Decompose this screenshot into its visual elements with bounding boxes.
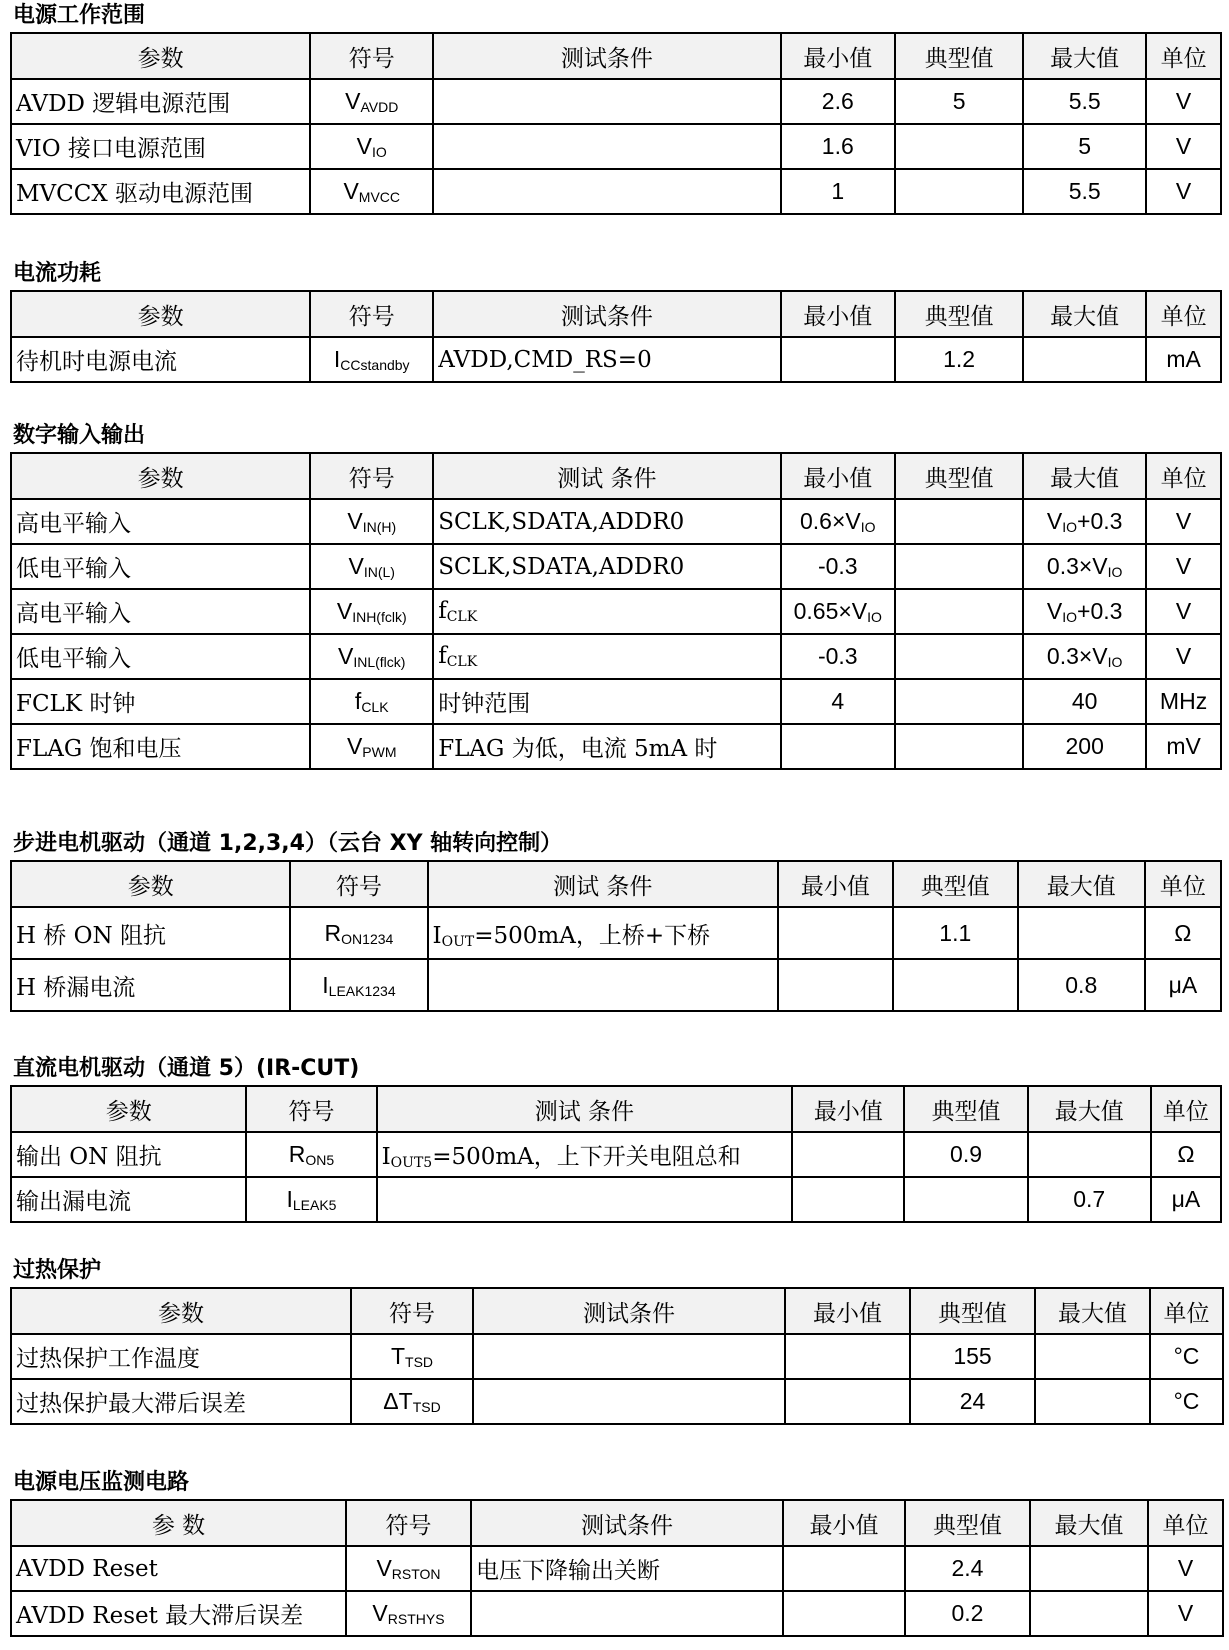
header-unit: 单位 [1146, 453, 1221, 499]
spec-table [10, 1499, 1224, 1637]
condition-cell: $f_{CLK}$ [433, 634, 780, 679]
min-cell [785, 1334, 910, 1379]
max-cell [1035, 1379, 1150, 1424]
section-title: 电源工作范围 [13, 3, 146, 28]
header-symbol: 符号 [351, 1288, 473, 1334]
typ-cell [895, 169, 1023, 214]
symbol-cell: $V_{RSTHYS}$ [346, 1591, 471, 1636]
header-unit: 单位 [1146, 291, 1221, 337]
max-cell: $0.3\times V_{IO}$ [1023, 544, 1146, 589]
section-digital-io [10, 420, 1222, 770]
condition-cell: AVDD,CMD_RS=0 [433, 337, 780, 382]
max-cell: 200 [1023, 724, 1146, 769]
header-typ: 典型值 [895, 291, 1023, 337]
condition-cell [433, 169, 780, 214]
param-cell: AVDD Reset [11, 1546, 346, 1591]
unit-cell: μA [1151, 1177, 1221, 1222]
typ-cell: 1.2 [895, 337, 1023, 382]
min-cell [781, 337, 895, 382]
max-cell: $V_{IO}+0.3$ [1023, 499, 1146, 544]
table-row [11, 337, 1221, 382]
unit-cell: mA [1146, 337, 1221, 382]
unit-cell: V [1146, 589, 1221, 634]
header-typ: 典型值 [895, 33, 1023, 79]
param-cell: 过热保护工作温度 [11, 1334, 351, 1379]
typ-cell [895, 544, 1023, 589]
condition-cell: 电压下降输出关断 [471, 1546, 783, 1591]
header-min: 最小值 [792, 1086, 904, 1132]
header-symbol: 符号 [310, 33, 433, 79]
unit-cell: V [1146, 79, 1221, 124]
section-current-consumption [10, 258, 1222, 383]
table-row [11, 79, 1221, 124]
header-min: 最小值 [783, 1500, 905, 1546]
header-condition: 测试条件 [471, 1500, 783, 1546]
section-stepper-driver [10, 828, 1222, 1012]
symbol-cell: $T_{TSD}$ [351, 1334, 473, 1379]
param-cell: FLAG 饱和电压 [11, 724, 310, 769]
typ-cell [895, 634, 1023, 679]
typ-cell: 1.1 [893, 907, 1018, 959]
section-title: 数字输入输出 [13, 423, 146, 448]
header-max: 最大值 [1023, 291, 1146, 337]
condition-cell: SCLK,SDATA,ADDR0 [433, 544, 780, 589]
spec-table [10, 1287, 1224, 1425]
symbol-cell: $V_{PWM}$ [310, 724, 433, 769]
table-row [11, 907, 1221, 959]
symbol-cell: $V_{INH(fclk)}$ [310, 589, 433, 634]
symbol-cell: $I_{CCstandby}$ [310, 337, 433, 382]
header-param: 参数 [11, 1086, 246, 1132]
table-row [11, 1546, 1223, 1591]
table-row [11, 1379, 1223, 1424]
table-row [11, 634, 1221, 679]
header-unit: 单位 [1145, 861, 1221, 907]
condition-cell [377, 1177, 793, 1222]
header-symbol: 符号 [290, 861, 427, 907]
min-cell [783, 1591, 905, 1636]
unit-cell: mV [1146, 724, 1221, 769]
section-voltage-monitor [10, 1467, 1222, 1637]
param-cell: 高电平输入 [11, 589, 310, 634]
max-cell [1018, 907, 1145, 959]
min-cell: 2.6 [781, 79, 895, 124]
unit-cell: V [1148, 1546, 1223, 1591]
typ-cell: 24 [910, 1379, 1035, 1424]
max-cell: 40 [1023, 679, 1146, 724]
table-row [11, 724, 1221, 769]
header-typ: 典型值 [893, 861, 1018, 907]
symbol-cell: $I_{LEAK5}$ [246, 1177, 376, 1222]
param-cell: AVDD Reset 最大滞后误差 [11, 1591, 346, 1636]
header-max: 最大值 [1023, 33, 1146, 79]
typ-cell [893, 959, 1018, 1011]
header-typ: 典型值 [910, 1288, 1035, 1334]
param-cell: FCLK 时钟 [11, 679, 310, 724]
unit-cell: V [1148, 1591, 1223, 1636]
condition-cell: FLAG 为低，电流 5mA 时 [433, 724, 780, 769]
header-max: 最大值 [1030, 1500, 1148, 1546]
unit-cell: °C [1150, 1334, 1223, 1379]
unit-cell: V [1146, 499, 1221, 544]
max-cell [1028, 1132, 1151, 1177]
condition-cell [473, 1334, 785, 1379]
header-min: 最小值 [785, 1288, 910, 1334]
typ-cell: 155 [910, 1334, 1035, 1379]
max-cell: $V_{IO}+0.3$ [1023, 589, 1146, 634]
symbol-cell: $V_{AVDD}$ [310, 79, 433, 124]
table-row [11, 169, 1221, 214]
spec-table [10, 1085, 1222, 1223]
table-row [11, 1334, 1223, 1379]
spec-table [10, 860, 1222, 1012]
header-max: 最大值 [1023, 453, 1146, 499]
header-param: 参数 [11, 861, 290, 907]
table-header-row [11, 453, 1221, 499]
param-cell: AVDD 逻辑电源范围 [11, 79, 310, 124]
section-title: 电流功耗 [13, 261, 102, 286]
symbol-cell: $V_{MVCC}$ [310, 169, 433, 214]
typ-cell [895, 679, 1023, 724]
max-cell: $0.3\times V_{IO}$ [1023, 634, 1146, 679]
header-symbol: 符号 [346, 1500, 471, 1546]
condition-cell: 时钟范围 [433, 679, 780, 724]
header-min: 最小值 [781, 453, 895, 499]
header-param: 参数 [11, 33, 310, 79]
min-cell: 1.6 [781, 124, 895, 169]
table-row [11, 589, 1221, 634]
table-header-row [11, 1500, 1223, 1546]
typ-cell: 0.2 [905, 1591, 1030, 1636]
condition-cell: $I_{OUT5}=500mA$，上下开关电阻总和 [377, 1132, 793, 1177]
param-cell: VIO 接口电源范围 [11, 124, 310, 169]
section-title: 步进电机驱动（通道 1,2,3,4）（云台 XY 轴转向控制） [13, 831, 563, 856]
header-typ: 典型值 [904, 1086, 1027, 1132]
min-cell [792, 1132, 904, 1177]
symbol-cell: $V_{RSTON}$ [346, 1546, 471, 1591]
header-min: 最小值 [781, 33, 895, 79]
table-row [11, 544, 1221, 589]
header-condition: 测试条件 [433, 291, 780, 337]
header-max: 最大值 [1035, 1288, 1150, 1334]
param-cell: 高电平输入 [11, 499, 310, 544]
header-unit: 单位 [1146, 33, 1221, 79]
max-cell: 0.8 [1018, 959, 1145, 1011]
max-cell: 0.7 [1028, 1177, 1151, 1222]
section-thermal-protection [10, 1255, 1222, 1425]
unit-cell: V [1146, 544, 1221, 589]
table-header-row [11, 33, 1221, 79]
header-condition: 测试条件 [473, 1288, 785, 1334]
table-header-row [11, 861, 1221, 907]
condition-cell: $f_{CLK}$ [433, 589, 780, 634]
header-param: 参 数 [11, 1500, 346, 1546]
min-cell: $0.65\times V_{IO}$ [781, 589, 895, 634]
param-cell: 输出 ON 阻抗 [11, 1132, 246, 1177]
param-cell: 过热保护最大滞后误差 [11, 1379, 351, 1424]
min-cell: 1 [781, 169, 895, 214]
header-condition: 测试条件 [433, 33, 780, 79]
symbol-cell: $R_{ON1234}$ [290, 907, 427, 959]
condition-cell [471, 1591, 783, 1636]
header-param: 参数 [11, 291, 310, 337]
section-title: 过热保护 [13, 1258, 102, 1283]
condition-cell [433, 124, 780, 169]
table-header-row [11, 1288, 1223, 1334]
header-min: 最小值 [778, 861, 893, 907]
symbol-cell: $V_{IO}$ [310, 124, 433, 169]
typ-cell: 2.4 [905, 1546, 1030, 1591]
min-cell: -0.3 [781, 634, 895, 679]
unit-cell: Ω [1151, 1132, 1221, 1177]
spec-table [10, 32, 1222, 215]
header-condition: 测试 条件 [433, 453, 780, 499]
condition-cell: SCLK,SDATA,ADDR0 [433, 499, 780, 544]
min-cell [783, 1546, 905, 1591]
header-unit: 单位 [1148, 1500, 1223, 1546]
table-row [11, 679, 1221, 724]
symbol-cell: $V_{INL(flck)}$ [310, 634, 433, 679]
typ-cell: 5 [895, 79, 1023, 124]
table-header-row [11, 1086, 1221, 1132]
header-unit: 单位 [1151, 1086, 1221, 1132]
header-param: 参数 [11, 1288, 351, 1334]
symbol-cell: $\Delta T_{TSD}$ [351, 1379, 473, 1424]
typ-cell [904, 1177, 1027, 1222]
header-max: 最大值 [1028, 1086, 1151, 1132]
header-symbol: 符号 [310, 453, 433, 499]
symbol-cell: $V_{IN(L)}$ [310, 544, 433, 589]
param-cell: H 桥漏电流 [11, 959, 290, 1011]
min-cell: 4 [781, 679, 895, 724]
param-cell: H 桥 ON 阻抗 [11, 907, 290, 959]
min-cell [778, 907, 893, 959]
section-dc-motor-driver [10, 1053, 1222, 1223]
min-cell [781, 724, 895, 769]
typ-cell [895, 589, 1023, 634]
max-cell [1023, 337, 1146, 382]
condition-cell [433, 79, 780, 124]
header-symbol: 符号 [246, 1086, 376, 1132]
table-row [11, 1132, 1221, 1177]
typ-cell [895, 499, 1023, 544]
unit-cell: MHz [1146, 679, 1221, 724]
typ-cell [895, 124, 1023, 169]
header-unit: 单位 [1150, 1288, 1223, 1334]
unit-cell: V [1146, 634, 1221, 679]
min-cell: $0.6\times V_{IO}$ [781, 499, 895, 544]
header-symbol: 符号 [310, 291, 433, 337]
table-row [11, 1177, 1221, 1222]
header-typ: 典型值 [905, 1500, 1030, 1546]
unit-cell: μA [1145, 959, 1221, 1011]
table-header-row [11, 291, 1221, 337]
spec-table [10, 290, 1222, 383]
param-cell: 低电平输入 [11, 544, 310, 589]
symbol-cell: $f_{CLK}$ [310, 679, 433, 724]
min-cell [785, 1379, 910, 1424]
unit-cell: V [1146, 124, 1221, 169]
max-cell: 5.5 [1023, 79, 1146, 124]
table-row [11, 1591, 1223, 1636]
condition-cell [428, 959, 779, 1011]
table-row [11, 499, 1221, 544]
typ-cell [895, 724, 1023, 769]
header-typ: 典型值 [895, 453, 1023, 499]
max-cell: 5.5 [1023, 169, 1146, 214]
section-title: 电源电压监测电路 [13, 1470, 190, 1495]
max-cell [1030, 1546, 1148, 1591]
table-row [11, 959, 1221, 1011]
symbol-cell: $R_{ON5}$ [246, 1132, 376, 1177]
min-cell [778, 959, 893, 1011]
header-min: 最小值 [781, 291, 895, 337]
header-condition: 测试 条件 [377, 1086, 793, 1132]
symbol-cell: $V_{IN(H)}$ [310, 499, 433, 544]
unit-cell: Ω [1145, 907, 1221, 959]
section-power-range [10, 0, 1222, 215]
table-row [11, 124, 1221, 169]
header-condition: 测试 条件 [428, 861, 779, 907]
condition-cell [473, 1379, 785, 1424]
param-cell: 待机时电源电流 [11, 337, 310, 382]
header-max: 最大值 [1018, 861, 1145, 907]
header-param: 参数 [11, 453, 310, 499]
param-cell: 低电平输入 [11, 634, 310, 679]
symbol-cell: $I_{LEAK1234}$ [290, 959, 427, 1011]
max-cell [1030, 1591, 1148, 1636]
min-cell: -0.3 [781, 544, 895, 589]
unit-cell: V [1146, 169, 1221, 214]
max-cell: 5 [1023, 124, 1146, 169]
spec-table [10, 452, 1222, 770]
min-cell [792, 1177, 904, 1222]
max-cell [1035, 1334, 1150, 1379]
condition-cell: $I_{OUT}=500mA$，上桥+下桥 [428, 907, 779, 959]
unit-cell: °C [1150, 1379, 1223, 1424]
param-cell: 输出漏电流 [11, 1177, 246, 1222]
param-cell: MVCCX 驱动电源范围 [11, 169, 310, 214]
typ-cell: 0.9 [904, 1132, 1027, 1177]
section-title: 直流电机驱动（通道 5）(IR-CUT) [13, 1056, 360, 1081]
